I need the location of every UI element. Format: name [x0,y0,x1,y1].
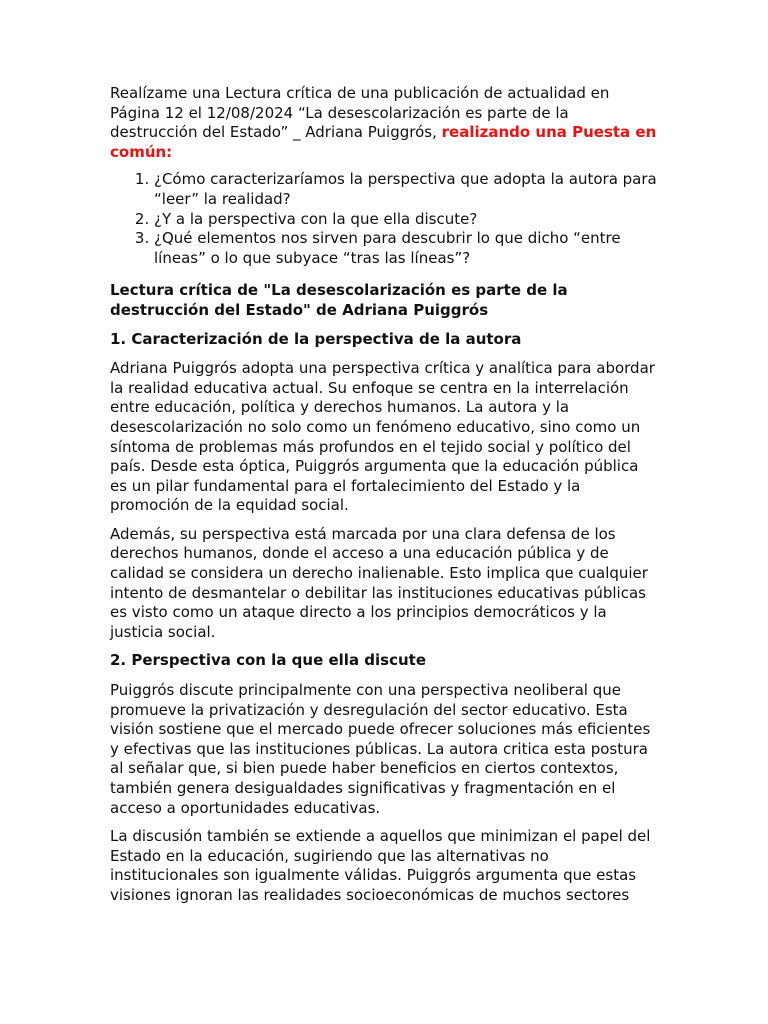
list-item: 2. ¿Y a la perspectiva con la que ella discute? [154,210,658,230]
list-item: 3. ¿Qué elementos nos sirven para descubrir lo que dicho “entre líneas” o lo que subyace “tras las líneas”? [154,229,658,268]
section-1-paragraph-1: Adriana Puiggrós adopta una perspectiva crítica y analítica para abordar la realidad educativa actual. Su enfoque se centra en la interrelación entre educación, política y derechos humanos. La autora y la desescolarización no solo como un fenómeno educativo, sino como un síntoma de problemas más profundos en el tejido social y político del país. Desde esta óptica, Puiggrós argumenta que la educación pública es un pilar fundamental para el fortalecimiento del Estado y la promoción de la equidad social. [110,359,655,515]
intro-text: Realízame una Lectura crítica de una publicación de actualidad en Página 12 el 12/08/2024 “La desescolarización es parte de la destrucción del Estado” _ Adriana Puiggrós, [110,84,610,142]
intro-paragraph [110,84,658,162]
section-heading-1: 1. Caracterización de la perspectiva de la autora [110,329,522,348]
intro-highlight: realizando una Puesta en común: [110,123,657,161]
section-1-paragraph-2: Además, su perspectiva está marcada por una clara defensa de los derechos humanos, donde el acceso a una educación pública y de calidad se considera un derecho inalienable. Esto implica que cualquier intento de desmantelar o debilitar las instituciones educativas públicas es visto como un ataque directo a los principios democráticos y la justicia social. [110,524,648,641]
question-list [110,170,658,268]
document-page [110,84,658,915]
section-2-paragraph-1: Puiggrós discute principalmente con una perspectiva neoliberal que promueve la privatización y desregulación del sector educativo. Esta visión sostiene que el mercado puede ofrecer soluciones más eficientes y efectivas que las instituciones públicas. La autora critica esta postura al señalar que, si bien puede haber beneficios en ciertos contextos, también genera desigualdades significativas y fragmentación en el acceso a oportunidades educativas. [110,681,651,817]
section-heading-2: 2. Perspectiva con la que ella discute [110,651,427,670]
section-2-paragraph-2: La discusión también se extiende a aquellos que minimizan el papel del Estado en la educación, sugiriendo que las alternativas no institucionales son igualmente válidas. Puiggrós argumenta que estas visiones ignoran las realidades socioeconómicas de muchos sectores [110,827,651,904]
document-title: Lectura crítica de "La desescolarización es parte de la destrucción del Estado" de Adriana Puiggrós [110,281,568,319]
list-item: 1. ¿Cómo caracterizaríamos la perspectiva que adopta la autora para “leer” la realidad? [154,170,658,209]
